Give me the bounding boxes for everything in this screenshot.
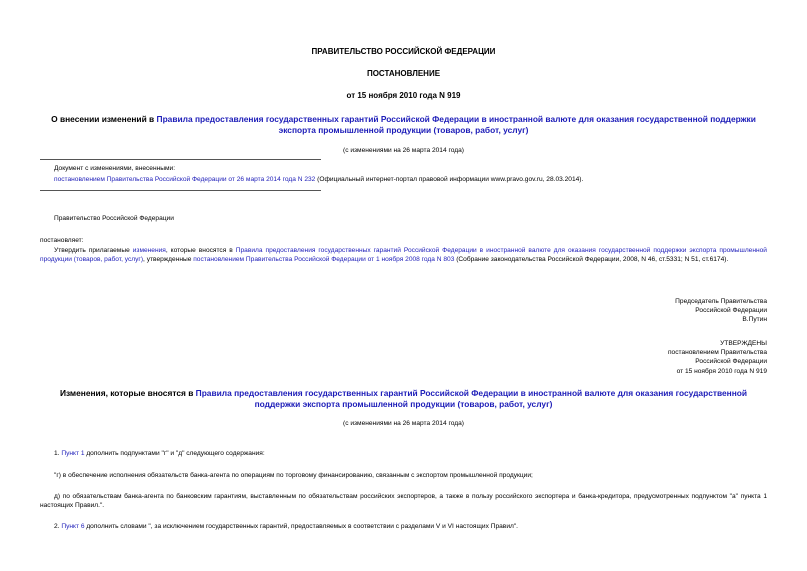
p1-text-1: Утвердить прилагаемые xyxy=(54,247,133,254)
changes-decree-link[interactable]: постановлением Правительства Российской Федерации от 26 марта 2014 года N 232 xyxy=(54,176,316,184)
doc-type-heading: ПОСТАНОВЛЕНИЕ xyxy=(366,69,441,78)
item-2-point-link[interactable]: Пункт 6 xyxy=(61,523,85,530)
approved-line-4: от 15 ноября 2010 года N 919 xyxy=(676,367,767,375)
p1-decree-803-link[interactable]: постановлением Правительства Российской Федерации от 1 ноября 2008 года N 803 xyxy=(193,256,455,264)
doc-date-heading: от 15 ноября 2010 года N 919 xyxy=(346,91,461,100)
item-1 xyxy=(54,449,767,458)
changes-suffix: (Официальный интернет-портал правовой информации www.pravo.gov.ru, 28.03.2014). xyxy=(315,176,584,184)
p1-text-2: , которые вносятся в xyxy=(165,247,236,254)
p1-rules-link[interactable]: Правила предоставления государственных гарантий Российской Федерации в иностранной валюте для оказания государственной поддержки экспорта промышленной продукции (товаров, работ, услуг) xyxy=(40,247,767,264)
issuer: Правительство Российской Федерации xyxy=(54,215,174,222)
decrees-word: постановляет: xyxy=(40,237,84,244)
item-1-subpoint-d: д) по обязательствам банка-агента по банковским гарантиям, выставленным по обязательствам российских экспортеров, а также в пользу российского экспортера и банка-кредитора, предусмотренных подпунктом "а" пункта 1 настоящих Правил.". xyxy=(40,493,767,510)
changes-line xyxy=(54,175,774,184)
item-2 xyxy=(54,522,767,531)
edition-note: (с изменениями на 26 марта 2014 года) xyxy=(343,147,464,154)
changes-title-rules-link[interactable]: Правила предоставления государственных гарантий Российской Федерации в иностранной валюте для оказания государственной поддержки экспорта промышленной продукции (товаров, работ, услуг) xyxy=(195,388,748,410)
signature-line-1: Председатель Правительства xyxy=(675,298,767,305)
item-2-number: 2. xyxy=(54,523,62,530)
changes-title-prefix: Изменения, которые вносятся в xyxy=(59,388,196,398)
changes-intro: Документ с изменениями, внесенными: xyxy=(54,165,176,172)
government-heading: ПРАВИТЕЛЬСТВО РОССИЙСКОЙ ФЕДЕРАЦИИ xyxy=(311,47,496,56)
signature-line-3: В.Путин xyxy=(742,316,767,324)
item-1-number: 1. xyxy=(54,450,62,457)
title-rules-link[interactable]: Правила предоставления государственных гарантий Российской Федерации в иностранной валюте для оказания государственной поддержки экспорта промышленной продукции (товаров, работ, услуг) xyxy=(156,114,756,136)
changes-box-bottom-rule xyxy=(40,190,321,191)
p1-changes-link[interactable]: изменения xyxy=(132,247,166,254)
paragraph-approve xyxy=(40,246,767,264)
document-title xyxy=(40,114,767,137)
changes-box xyxy=(54,164,774,184)
item-1-subpoint-g: "г) в обеспечение исполнения обязательств банка-агента по операциям по торговому финансированию, связанным с экспортом промышленной продукции; xyxy=(54,472,533,479)
item-1-text: дополнить подпунктами "г" и "д" следующего содержания: xyxy=(84,450,265,457)
signature-block xyxy=(467,297,767,325)
edition-note-2: (с изменениями на 26 марта 2014 года) xyxy=(343,420,464,427)
title-prefix: О внесении изменений в xyxy=(51,114,157,124)
approved-line-2: постановлением Правительства xyxy=(667,349,767,357)
approved-block xyxy=(467,339,767,376)
changes-title xyxy=(40,388,767,411)
item-2-text: дополнить словами ", за исключением государственных гарантий, предоставляемых в соответствии с разделами V и VI настоящих Правил". xyxy=(84,523,519,530)
signature-line-2: Российской Федерации xyxy=(695,307,767,315)
p1-text-3: , утвержденные xyxy=(143,256,194,264)
p1-text-4: (Собрание законодательства Российской Федерации, 2008, N 46, ст.5331; N 51, ст.6174). xyxy=(454,256,729,264)
approved-line-1: УТВЕРЖДЕНЫ xyxy=(720,340,767,347)
changes-box-top-rule xyxy=(40,159,321,160)
item-1-point-link[interactable]: Пункт 1 xyxy=(61,450,85,457)
approved-line-3: Российской Федерации xyxy=(695,358,767,366)
